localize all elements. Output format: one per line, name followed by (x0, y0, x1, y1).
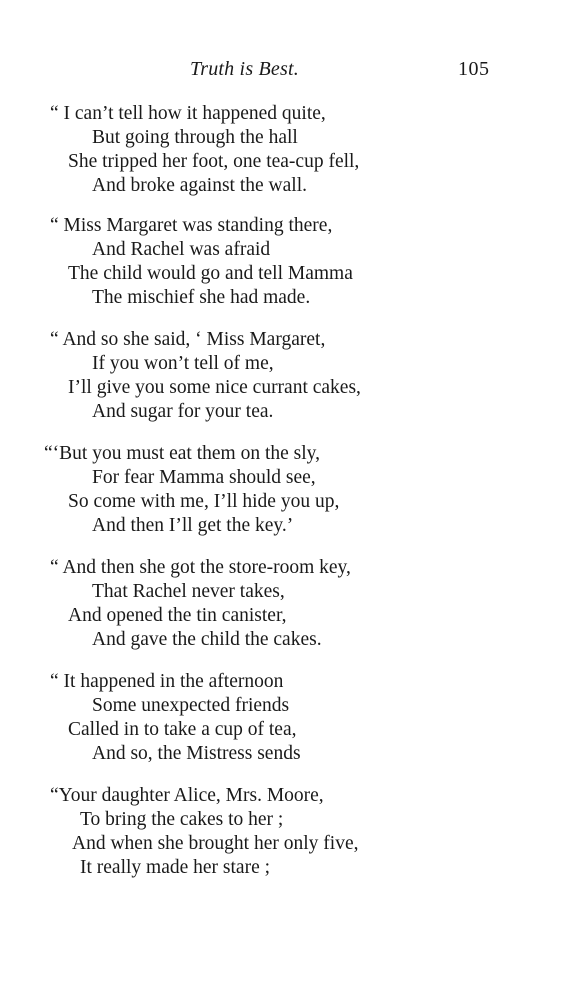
poem-line: Some unexpected friends (92, 695, 290, 716)
poem-line: “ I can’t tell how it happened quite, (50, 103, 326, 124)
poem-line: And when she brought her only five, (72, 833, 359, 854)
poem-line: And then I’ll get the key.’ (92, 515, 294, 536)
poem-line: So come with me, I’ll hide you up, (68, 491, 340, 512)
poem-line: For fear Mamma should see, (92, 467, 316, 488)
poem-line: I’ll give you some nice currant cakes, (68, 377, 361, 398)
poem-line: That Rachel never takes, (92, 581, 285, 602)
poem-line: And gave the child the cakes. (92, 629, 322, 650)
poem-line: She tripped her foot, one tea-cup fell, (68, 151, 360, 172)
poem-line: If you won’t tell of me, (92, 353, 274, 374)
running-title: Truth is Best. (190, 58, 299, 80)
running-head (0, 58, 571, 84)
poem-line: It really made her stare ; (80, 857, 271, 878)
poem-line: And broke against the wall. (92, 175, 307, 196)
poem-line: “ It happened in the afternoon (50, 671, 284, 692)
poem-line: “ And then she got the store-room key, (50, 557, 351, 578)
poem-line: And Rachel was afraid (92, 239, 271, 260)
poem-line: “ And so she said, ‘ Miss Margaret, (50, 329, 326, 350)
poem-line: “ Miss Margaret was standing there, (50, 215, 333, 236)
poem-line: “‘But you must eat them on the sly, (44, 443, 321, 464)
page-number: 105 (458, 58, 490, 80)
poem-line: The child would go and tell Mamma (68, 263, 353, 284)
poem-line: And opened the tin canister, (68, 605, 287, 626)
poem-line: The mischief she had made. (92, 287, 311, 308)
poem-line: “Your daughter Alice, Mrs. Moore, (50, 785, 324, 806)
poem-line: To bring the cakes to her ; (80, 809, 284, 830)
poem-line: And sugar for your tea. (92, 401, 274, 422)
poem-line: But going through the hall (92, 127, 298, 148)
poem-line: And so, the Mistress sends (92, 743, 301, 764)
poem-line: Called in to take a cup of tea, (68, 719, 297, 740)
